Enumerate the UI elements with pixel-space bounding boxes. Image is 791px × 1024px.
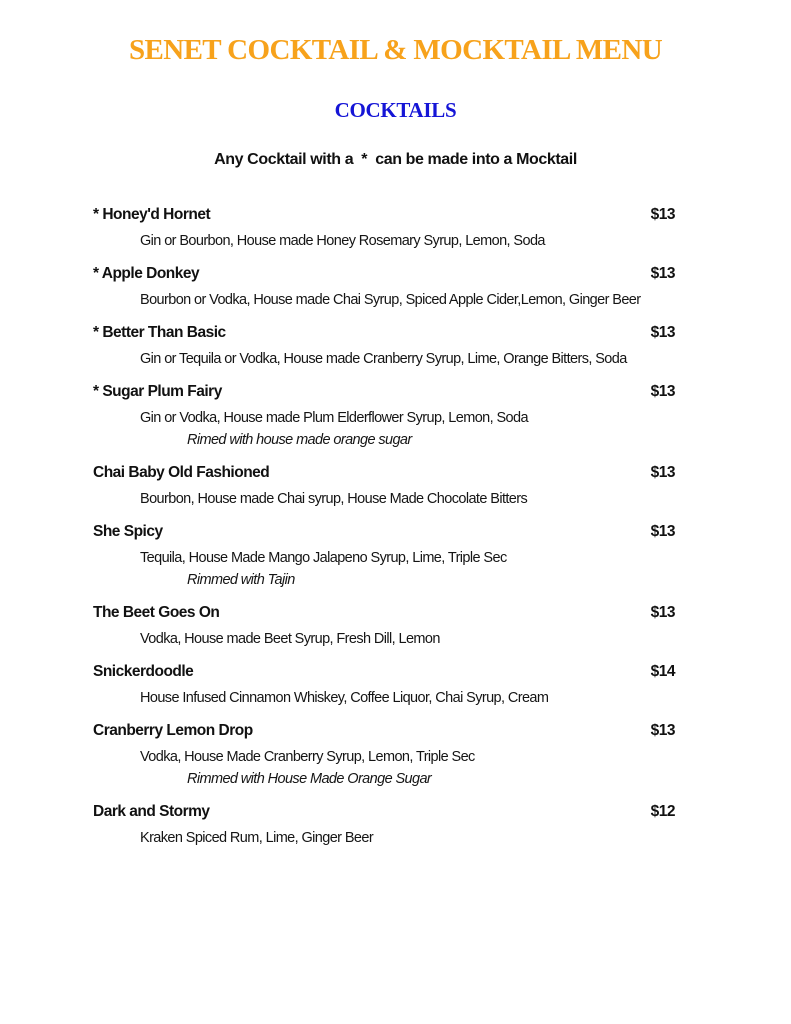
menu-item bbox=[93, 720, 675, 789]
menu-item bbox=[93, 661, 675, 708]
item-rim-note: Rimmed with Tajin bbox=[187, 572, 295, 588]
menu-title: SENET COCKTAIL & MOCKTAIL MENU bbox=[128, 34, 663, 66]
item-name: * Honey'd Hornet bbox=[93, 206, 211, 223]
menu-item bbox=[93, 521, 675, 590]
item-price: $13 bbox=[650, 464, 675, 481]
item-name: * Better Than Basic bbox=[93, 324, 226, 341]
item-price: $13 bbox=[650, 523, 675, 540]
item-name: Snickerdoodle bbox=[93, 663, 194, 680]
item-description: Gin or Vodka, House made Plum Elderflower Syrup, Lemon, Soda bbox=[140, 410, 528, 426]
item-description: Gin or Bourbon, House made Honey Rosemary Syrup, Lemon, Soda bbox=[140, 233, 545, 249]
menu-item bbox=[93, 322, 675, 369]
item-price: $13 bbox=[650, 324, 675, 341]
item-name: Dark and Stormy bbox=[93, 803, 210, 820]
menu-item bbox=[93, 204, 675, 251]
menu-item bbox=[93, 381, 675, 450]
menu-item bbox=[93, 602, 675, 649]
item-description: Vodka, House Made Cranberry Syrup, Lemon, Triple Sec bbox=[140, 749, 475, 765]
item-name: Chai Baby Old Fashioned bbox=[93, 464, 270, 481]
item-description: Kraken Spiced Rum, Lime, Ginger Beer bbox=[140, 830, 374, 846]
item-price: $12 bbox=[650, 803, 675, 820]
item-name: * Sugar Plum Fairy bbox=[93, 383, 222, 400]
item-description: Tequila, House Made Mango Jalapeno Syrup, Lime, Triple Sec bbox=[140, 550, 507, 566]
menu-item bbox=[93, 462, 675, 509]
menu-item bbox=[93, 263, 675, 310]
section-heading-cocktails: COCKTAILS bbox=[334, 98, 457, 122]
item-name: Cranberry Lemon Drop bbox=[93, 722, 253, 739]
item-description: House Infused Cinnamon Whiskey, Coffee Liquor, Chai Syrup, Cream bbox=[140, 690, 549, 706]
menu-item bbox=[93, 801, 675, 848]
item-description: Bourbon, House made Chai syrup, House Made Chocolate Bitters bbox=[140, 491, 528, 507]
item-rim-note: Rimed with house made orange sugar bbox=[187, 432, 412, 448]
item-price: $14 bbox=[650, 663, 675, 680]
item-description: Gin or Tequila or Vodka, House made Cranberry Syrup, Lime, Orange Bitters, Soda bbox=[140, 351, 627, 367]
item-rim-note: Rimmed with House Made Orange Sugar bbox=[187, 771, 432, 787]
item-name: * Apple Donkey bbox=[93, 265, 200, 282]
item-description: Bourbon or Vodka, House made Chai Syrup, Spiced Apple Cider,Lemon, Ginger Beer bbox=[140, 292, 641, 308]
item-price: $13 bbox=[650, 604, 675, 621]
item-price: $13 bbox=[650, 265, 675, 282]
item-name: The Beet Goes On bbox=[93, 604, 220, 621]
item-description: Vodka, House made Beet Syrup, Fresh Dill, Lemon bbox=[140, 631, 440, 647]
cocktail-list bbox=[93, 204, 675, 860]
item-price: $13 bbox=[650, 206, 675, 223]
item-price: $13 bbox=[650, 722, 675, 739]
item-name: She Spicy bbox=[93, 523, 163, 540]
item-price: $13 bbox=[650, 383, 675, 400]
mocktail-note: Any Cocktail with a * can be made into a Mocktail bbox=[214, 151, 577, 168]
